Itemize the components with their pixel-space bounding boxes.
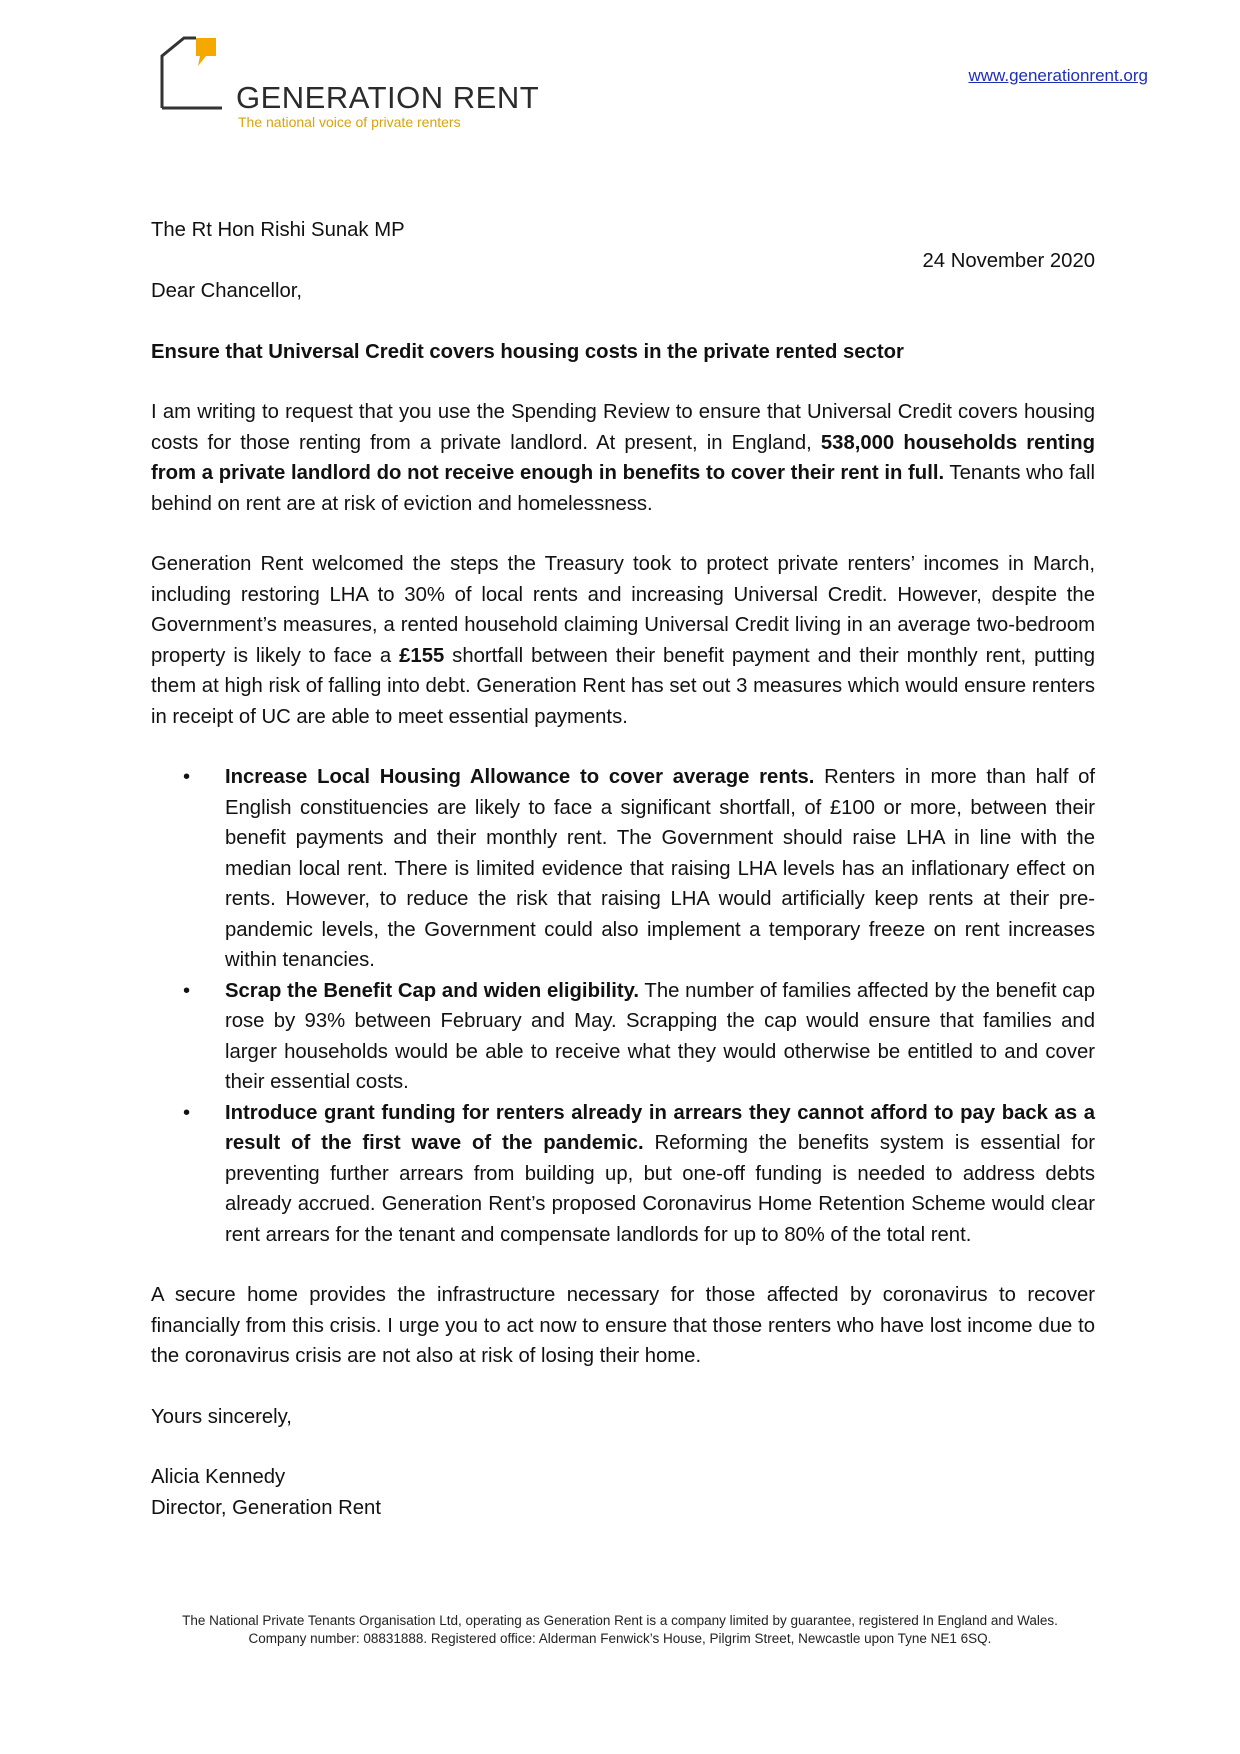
paragraph-context-text-b: shortfall between their benefit payment and their monthly rent, putting them at high risk of falling into debt. Generation Rent has set out 3 measures which would ensure renters in receipt of UC are able to meet essential payments. bbox=[151, 644, 1095, 728]
website-link[interactable]: www.generationrent.org bbox=[968, 66, 1148, 85]
org-name: GENERATION RENT bbox=[236, 80, 540, 115]
measure-heading: Increase Local Housing Allowance to cover average rents. bbox=[225, 766, 815, 788]
letter-date: 24 November 2020 bbox=[922, 249, 1095, 272]
measure-text: Reforming the benefits system is essential for preventing further arrears from building up, but one-off funding is needed to address debts already accrued. Generation Rent’s proposed Coronavirus Home Retention Scheme would clear rent arrears for the tenant and compensate landlords for up to 80% of the total rent. bbox=[225, 1132, 1095, 1246]
bullet-icon: • bbox=[183, 1101, 191, 1124]
house-logo-icon bbox=[160, 36, 240, 116]
recipient: The Rt Hon Rishi Sunak MP bbox=[151, 219, 405, 241]
footer-line-2: Company number: 08831888. Registered office: Alderman Fenwick’s House, Pilgrim Street, Newcastle upon Tyne NE1 6SQ. bbox=[248, 1631, 992, 1646]
measures-list bbox=[151, 762, 1095, 1250]
letter-subject: Ensure that Universal Credit covers housing costs in the private rented sector bbox=[151, 340, 904, 363]
list-item bbox=[183, 762, 1095, 976]
measure-text: The number of families affected by the benefit cap rose by 93% between February and May. Scrapping the cap would ensure that families and larger households would be able to receive what they would otherwise be entitled to and cover their essential costs. bbox=[225, 979, 1095, 1093]
measure-heading: Scrap the Benefit Cap and widen eligibility. bbox=[225, 979, 640, 1002]
signer-name: Alicia Kennedy bbox=[151, 1466, 286, 1488]
paragraph-context-bold: £155 bbox=[399, 644, 445, 667]
list-item bbox=[183, 976, 1095, 1098]
signer-title: Director, Generation Rent bbox=[151, 1496, 381, 1519]
paragraph-context-text-a: Generation Rent welcomed the steps the Treasury took to protect private renters’ incomes in March, including restoring LHA to 30% of local rents and increasing Universal Credit. However, despite the Government’s measures, a rented household claiming Universal Credit living in an average two-bedroom property is likely to face a bbox=[151, 553, 1095, 667]
signoff: Yours sincerely, bbox=[151, 1405, 292, 1428]
generation-rent-logo bbox=[160, 36, 540, 136]
paragraph-intro-text-a: I am writing to request that you use the Spending Review to ensure that Universal Credit covers housing costs for those renting from a private landlord. At present, in England, bbox=[151, 401, 1095, 454]
paragraph-intro-text-b: Tenants who fall behind on rent are at risk of eviction and homelessness. bbox=[151, 462, 1095, 515]
paragraph-intro bbox=[151, 397, 1095, 519]
measure-text: Renters in more than half of English constituencies are likely to face a significant shortfall, of £100 or more, between their benefit payments and their monthly rent. The Government should raise LHA in line with the median local rent. There is limited evidence that raising LHA levels has an inflationary effect on rents. However, to reduce the risk that raising LHA would artificially keep rents at their pre-pandemic levels, the Government could also implement a temporary freeze on rent increases within tenancies. bbox=[225, 766, 1095, 971]
footer-line-1: The National Private Tenants Organisation Ltd, operating as Generation Rent is a company limited by guarantee, registered In England and Wales. bbox=[182, 1613, 1058, 1628]
list-item bbox=[183, 1098, 1095, 1251]
paragraph-context bbox=[151, 549, 1095, 732]
letter-body bbox=[151, 215, 1095, 1523]
paragraph-intro-bold: 538,000 households renting from a private landlord do not receive enough in benefits to cover their rent in full. bbox=[151, 431, 1095, 484]
salutation: Dear Chancellor, bbox=[151, 280, 303, 302]
org-tagline: The national voice of private renters bbox=[238, 114, 461, 130]
measure-heading: Introduce grant funding for renters already in arrears they cannot afford to pay back as a result of the first wave of the pandemic. bbox=[225, 1101, 1095, 1154]
bullet-icon: • bbox=[183, 766, 191, 788]
paragraph-closing: A secure home provides the infrastructure necessary for those affected by coronavirus to recover financially from this crisis. I urge you to act now to ensure that those renters who have lost income due to the coronavirus crisis are not also at risk of losing their home. bbox=[151, 1284, 1095, 1367]
company-footer bbox=[0, 1612, 1240, 1648]
bullet-icon: • bbox=[183, 979, 191, 1002]
